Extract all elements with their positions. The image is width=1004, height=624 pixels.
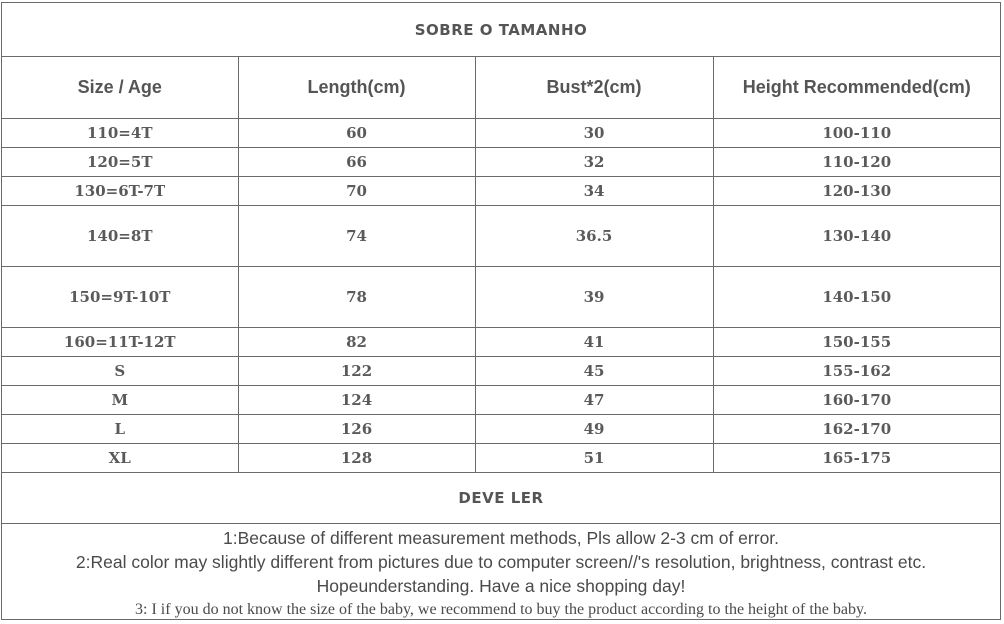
table-row [2,177,1000,206]
cell-bust: 51 [475,444,713,473]
size-table [2,57,1000,473]
header-length: Length(cm) [238,57,475,119]
cell-height: 130-140 [713,206,1000,267]
size-chart [1,2,1001,620]
cell-height: 140-150 [713,267,1000,328]
cell-length: 78 [238,267,475,328]
cell-length: 128 [238,444,475,473]
cell-bust: 32 [475,148,713,177]
notes-block [2,524,1000,622]
cell-bust: 47 [475,386,713,415]
cell-bust: 36.5 [475,206,713,267]
cell-height: 100-110 [713,119,1000,148]
table-row [2,328,1000,357]
cell-size: 120=5T [2,148,238,177]
cell-bust: 45 [475,357,713,386]
chart-title: SOBRE O TAMANHO [2,3,1000,57]
cell-length: 126 [238,415,475,444]
cell-length: 66 [238,148,475,177]
table-row [2,386,1000,415]
cell-height: 165-175 [713,444,1000,473]
header-height: Height Recommended(cm) [713,57,1000,119]
table-row [2,444,1000,473]
cell-size: L [2,415,238,444]
note-size-advice: 3: I if you do not know the size of the baby, we recommend to buy the product according to the height of the baby. [135,601,867,618]
cell-size: M [2,386,238,415]
header-bust: Bust*2(cm) [475,57,713,119]
cell-size: 130=6T-7T [2,177,238,206]
table-row [2,206,1000,267]
cell-height: 150-155 [713,328,1000,357]
cell-length: 82 [238,328,475,357]
cell-bust: 30 [475,119,713,148]
note-color: 2:Real color may slightly different from pictures due to computer screen//'s resolution, brightness, contrast etc. [75,552,927,572]
table-row [2,267,1000,328]
cell-size: 110=4T [2,119,238,148]
cell-bust: 49 [475,415,713,444]
cell-height: 110-120 [713,148,1000,177]
cell-length: 122 [238,357,475,386]
header-size-age: Size / Age [2,57,238,119]
cell-size: 160=11T-12T [2,328,238,357]
cell-size: 140=8T [2,206,238,267]
cell-height: 155-162 [713,357,1000,386]
table-row [2,415,1000,444]
note-greeting: Hopeunderstanding. Have a nice shopping day! [316,576,686,596]
table-header-row [2,57,1000,119]
cell-length: 124 [238,386,475,415]
cell-size: XL [2,444,238,473]
cell-size: S [2,357,238,386]
cell-size: 150=9T-10T [2,267,238,328]
note-measurement: 1:Because of different measurement methods, Pls allow 2-3 cm of error. [222,528,780,548]
cell-height: 162-170 [713,415,1000,444]
table-row [2,148,1000,177]
cell-height: 120-130 [713,177,1000,206]
table-row [2,357,1000,386]
cell-length: 70 [238,177,475,206]
table-row [2,119,1000,148]
cell-bust: 41 [475,328,713,357]
cell-bust: 39 [475,267,713,328]
cell-bust: 34 [475,177,713,206]
notice-heading: DEVE LER [2,473,1000,524]
cell-length: 74 [238,206,475,267]
cell-height: 160-170 [713,386,1000,415]
cell-length: 60 [238,119,475,148]
